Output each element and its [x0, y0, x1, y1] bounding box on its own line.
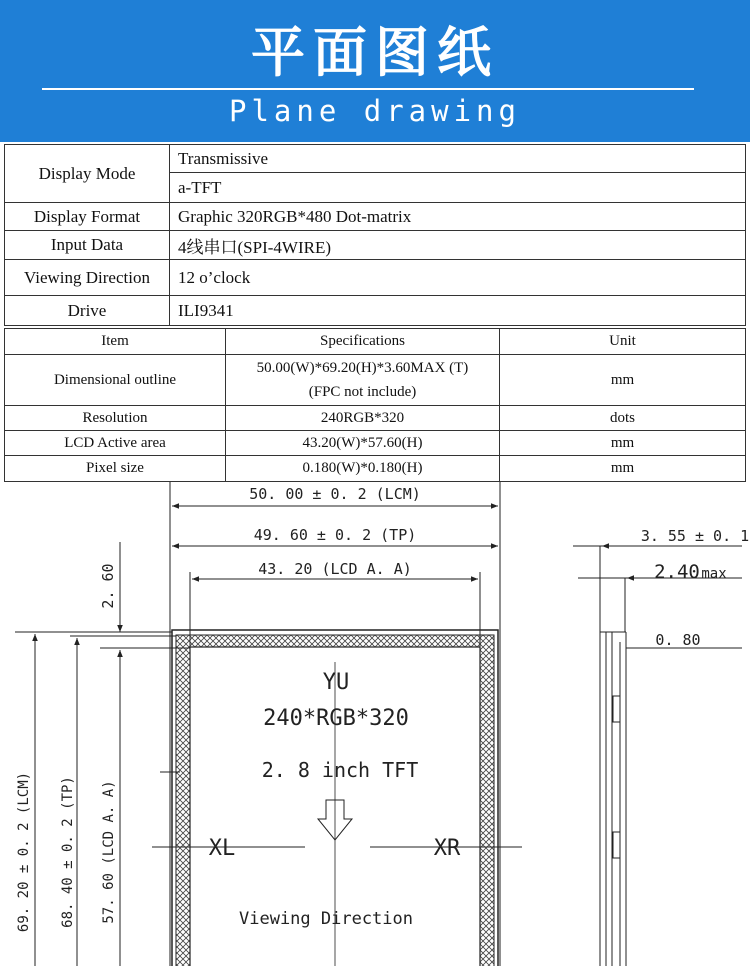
dim-aa-width: 43. 20 (LCD A. A) — [258, 560, 412, 578]
input-data-label: Input Data — [5, 231, 170, 260]
display-format-label: Display Format — [5, 203, 170, 231]
side-view — [573, 546, 742, 966]
display-mode-value-1: Transmissive — [170, 145, 746, 173]
spec-unit-active-area: mm — [500, 431, 746, 456]
spec-value-line-2: (FPC not include) — [308, 384, 417, 400]
dim-thickness-max: 2.40 — [654, 561, 700, 583]
spec-value-dimensional-outline — [226, 355, 500, 406]
plane-drawing — [0, 482, 750, 966]
spec-value-resolution: 240RGB*320 — [226, 406, 500, 431]
header-banner — [0, 0, 750, 142]
dim-glass-thickness: 0. 80 — [655, 631, 701, 649]
title-chinese: 平面图纸 — [251, 21, 499, 84]
dim-lcm-height: 69. 20 ± 0. 2 (LCM) — [16, 771, 32, 933]
spec-header-unit: Unit — [500, 329, 746, 355]
viewing-direction-value: 12 o’clock — [170, 260, 746, 296]
spec-unit-resolution: dots — [500, 406, 746, 431]
display-mode-label: Display Mode — [5, 145, 170, 203]
label-viewing-direction: Viewing Direction — [239, 909, 413, 929]
label-yu: YU — [322, 670, 350, 695]
spec-item-resolution: Resolution — [5, 406, 226, 431]
spec-value-active-area: 43.20(W)*57.60(H) — [226, 431, 500, 456]
display-format-value: Graphic 320RGB*480 Dot-matrix — [170, 203, 746, 231]
dim-thickness-max-suffix: max — [701, 566, 727, 582]
spec-header-item: Item — [5, 329, 226, 355]
dim-lcm-width: 50. 00 ± 0. 2 (LCM) — [249, 485, 421, 503]
label-panel-size: 2. 8 inch TFT — [261, 758, 419, 782]
spec-table — [4, 328, 746, 482]
dim-aa-height: 57. 60 (LCD A. A) — [101, 780, 117, 924]
label-xr: XR — [433, 836, 461, 861]
input-data-value: 4线串口(SPI-4WIRE) — [170, 231, 746, 260]
spec-item-pixel-size: Pixel size — [5, 456, 226, 482]
dim-tp-width: 49. 60 ± 0. 2 (TP) — [253, 526, 417, 544]
dim-top-gap: 2. 60 — [99, 563, 117, 609]
viewing-direction-label: Viewing Direction — [5, 260, 170, 296]
dim-tp-height: 68. 40 ± 0. 2 (TP) — [60, 776, 76, 928]
drive-label: Drive — [5, 296, 170, 326]
drive-value: ILI9341 — [170, 296, 746, 326]
banner-divider — [42, 88, 694, 90]
spec-unit-dimensional-outline: mm — [500, 355, 746, 406]
spec-value-line-1: 50.00(W)*69.20(H)*3.60MAX (T) — [256, 360, 469, 376]
spec-item-dimensional-outline: Dimensional outline — [5, 355, 226, 406]
display-mode-value-2: a-TFT — [170, 173, 746, 203]
label-xl: XL — [208, 836, 236, 861]
dim-thickness-total: 3. 55 ± 0. 1 — [640, 527, 750, 545]
label-resolution: 240*RGB*320 — [263, 706, 409, 731]
display-table — [4, 144, 746, 326]
title-english: Plane drawing — [229, 94, 521, 128]
spec-header-specifications: Specifications — [226, 329, 500, 355]
spec-value-pixel-size: 0.180(W)*0.180(H) — [226, 456, 500, 482]
spec-item-active-area: LCD Active area — [5, 431, 226, 456]
spec-unit-pixel-size: mm — [500, 456, 746, 482]
